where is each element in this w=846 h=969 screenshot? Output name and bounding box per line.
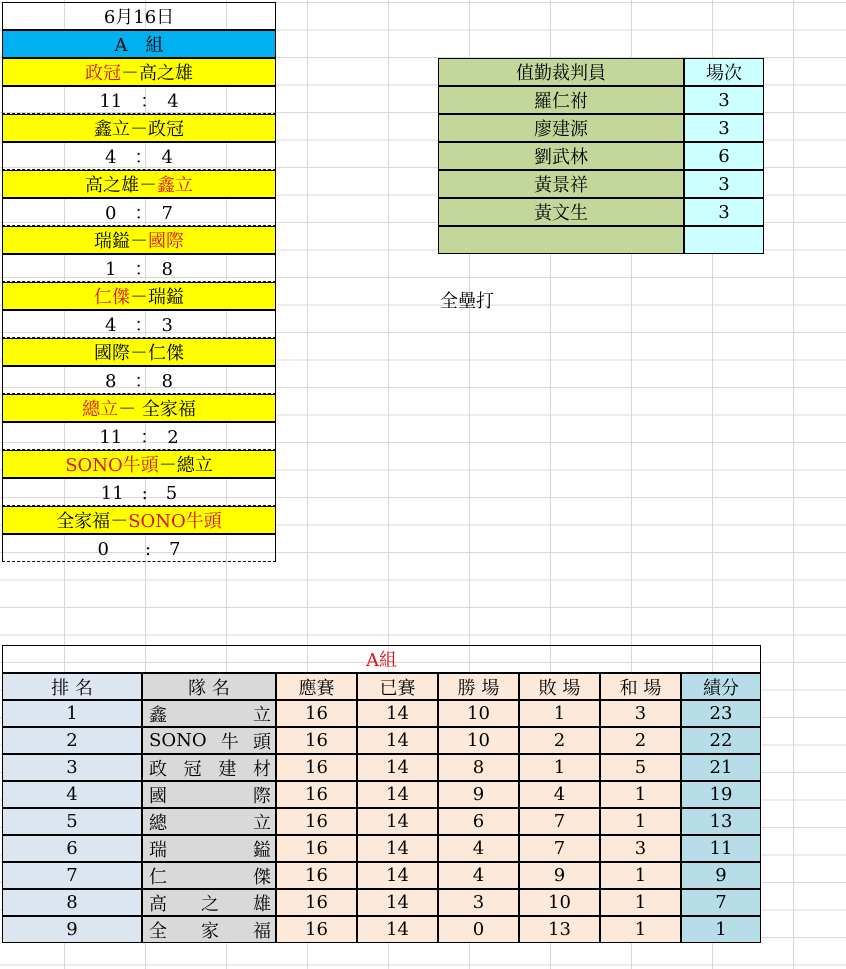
standings-draw-cell[interactable]: 2 — [600, 727, 681, 754]
standings-played-cell[interactable]: 14 — [357, 727, 438, 754]
match-score-cell[interactable] — [2, 86, 276, 114]
date-cell[interactable]: 6月16日 — [2, 2, 276, 30]
standings-due-cell[interactable]: 16 — [276, 808, 357, 835]
standings-points-cell[interactable]: 23 — [681, 700, 761, 727]
standings-points-cell[interactable]: 1 — [681, 916, 761, 943]
standings-win-cell[interactable]: 6 — [438, 808, 519, 835]
standings-due-cell[interactable]: 16 — [276, 916, 357, 943]
standings-header-cell[interactable]: 和 場 — [600, 673, 681, 700]
standings-points-cell[interactable]: 21 — [681, 754, 761, 781]
standings-due-cell[interactable]: 16 — [276, 835, 357, 862]
umpire-name-cell[interactable]: 黃景祥 — [438, 170, 684, 198]
team-name-part: 牛 — [220, 731, 239, 753]
standings-header-cell[interactable]: 已賽 — [357, 673, 438, 700]
team-name-right: 總立 — [176, 455, 213, 476]
match-teams-cell[interactable] — [2, 506, 276, 534]
standings-loss-cell[interactable]: 1 — [519, 754, 600, 781]
match-score: 4 ： 4 — [105, 147, 173, 168]
standings-due-cell[interactable]: 16 — [276, 862, 357, 889]
standings-team-cell[interactable] — [142, 781, 276, 808]
team-name-left: 鑫立 — [94, 119, 130, 140]
team-name-right: SONO牛頭 — [128, 511, 222, 532]
standings-team-cell[interactable] — [142, 835, 276, 862]
team-name-right: 國際 — [148, 231, 184, 252]
umpire-count-cell[interactable]: 3 — [684, 198, 764, 226]
team-name-part: 傑 — [253, 866, 271, 888]
standings-loss-cell[interactable]: 7 — [519, 808, 600, 835]
match-score: 8 ： 8 — [105, 371, 173, 392]
versus-dash: － — [130, 119, 148, 140]
group-header-cell[interactable]: A 組 — [2, 30, 276, 58]
team-name-part: 頭 — [252, 731, 271, 753]
standings-due-cell[interactable]: 16 — [276, 781, 357, 808]
team-name-left: 全家福 — [56, 511, 111, 532]
standings-points-cell[interactable]: 19 — [681, 781, 761, 808]
standings-team-cell[interactable] — [142, 700, 276, 727]
versus-dash: － — [130, 231, 148, 252]
team-name-right: 全家福 — [141, 399, 196, 420]
match-score-cell[interactable] — [2, 142, 276, 170]
umpire-name-cell[interactable]: 廖建源 — [438, 114, 684, 142]
standings-played-cell[interactable]: 14 — [357, 808, 438, 835]
team-name-part: 鑫 — [149, 704, 167, 726]
umpire-count-cell[interactable] — [684, 226, 764, 254]
umpire-count-cell[interactable]: 3 — [684, 170, 764, 198]
standings-played-cell[interactable]: 14 — [357, 916, 438, 943]
umpire-name-cell[interactable]: 劉武林 — [438, 142, 684, 170]
team-name-left: 仁傑 — [94, 287, 130, 308]
match-score: 0 : 7 — [97, 539, 181, 560]
match-teams-cell[interactable] — [2, 114, 276, 142]
team-name-left: 國際 — [94, 343, 130, 364]
standings-win-cell[interactable]: 8 — [438, 754, 519, 781]
team-name-part: 家 — [201, 920, 219, 942]
versus-dash: － — [158, 455, 177, 476]
standings-draw-cell[interactable]: 3 — [600, 835, 681, 862]
standings-played-cell[interactable]: 14 — [357, 862, 438, 889]
standings-win-cell[interactable]: 10 — [438, 727, 519, 754]
standings-win-cell[interactable]: 4 — [438, 862, 519, 889]
versus-dash: － — [139, 175, 157, 196]
standings-team-cell[interactable] — [142, 862, 276, 889]
team-name-part: 立 — [253, 704, 271, 726]
match-score-cell[interactable] — [2, 366, 276, 394]
match-score: 11 : 5 — [100, 483, 178, 504]
match-teams-cell[interactable] — [2, 394, 276, 422]
standings-draw-cell[interactable]: 1 — [600, 862, 681, 889]
standings-loss-cell[interactable]: 2 — [519, 727, 600, 754]
team-name-part: 瑞 — [149, 839, 167, 861]
match-score-cell[interactable] — [2, 198, 276, 226]
standings-played-cell[interactable]: 14 — [357, 700, 438, 727]
team-name-part: 福 — [253, 920, 271, 942]
standings-points-cell[interactable]: 7 — [681, 889, 761, 916]
standings-team-cell[interactable] — [142, 916, 276, 943]
match-score-cell[interactable] — [2, 534, 276, 562]
team-name-right: 政冠 — [148, 119, 184, 140]
match-score: 0 ： 7 — [105, 203, 173, 224]
match-score-cell[interactable] — [2, 422, 276, 450]
umpire-count-cell[interactable]: 6 — [684, 142, 764, 170]
standings-points-cell[interactable]: 9 — [681, 862, 761, 889]
match-score: 11 ： 2 — [99, 427, 179, 448]
standings-due-cell[interactable]: 16 — [276, 889, 357, 916]
standings-win-cell[interactable]: 3 — [438, 889, 519, 916]
standings-draw-cell[interactable]: 1 — [600, 916, 681, 943]
match-score-cell[interactable] — [2, 254, 276, 282]
standings-points-cell[interactable]: 11 — [681, 835, 761, 862]
standings-title[interactable]: A組 — [2, 645, 761, 673]
match-score-cell[interactable] — [2, 478, 276, 506]
team-name-left: 瑞鎰 — [94, 231, 130, 252]
standings-draw-cell[interactable]: 5 — [600, 754, 681, 781]
standings-header-cell[interactable]: 敗 場 — [519, 673, 600, 700]
standings-team-cell[interactable] — [142, 754, 276, 781]
match-teams-cell[interactable] — [2, 58, 276, 86]
match-score: 11 ： 4 — [99, 91, 179, 112]
team-name-part: 雄 — [253, 893, 271, 915]
standings-win-cell[interactable]: 0 — [438, 916, 519, 943]
team-name-left: SONO牛頭 — [65, 455, 159, 476]
standings-draw-cell[interactable]: 1 — [600, 889, 681, 916]
home-run-note[interactable]: 全壘打 — [440, 291, 494, 312]
versus-dash: － — [118, 399, 142, 420]
standings-loss-cell[interactable]: 13 — [519, 916, 600, 943]
match-score: 4 ： 3 — [105, 315, 173, 336]
standings-win-cell[interactable]: 10 — [438, 700, 519, 727]
standings-played-cell[interactable]: 14 — [357, 835, 438, 862]
standings-win-cell[interactable]: 9 — [438, 781, 519, 808]
standings-points-cell[interactable]: 13 — [681, 808, 761, 835]
standings-header-cell[interactable]: 應賽 — [276, 673, 357, 700]
team-name-part: 立 — [253, 812, 271, 834]
standings-rank-cell[interactable]: 7 — [2, 862, 142, 889]
standings-rank-cell[interactable]: 9 — [2, 916, 142, 943]
match-teams-cell[interactable] — [2, 226, 276, 254]
standings-draw-cell[interactable]: 3 — [600, 700, 681, 727]
team-name-part: SONO — [149, 730, 207, 751]
team-name-left: 政冠 — [85, 63, 121, 84]
team-name-part: 材 — [252, 758, 271, 780]
versus-dash: － — [121, 63, 139, 84]
standings-header-cell[interactable]: 隊 名 — [142, 673, 276, 700]
standings-played-cell[interactable]: 14 — [357, 889, 438, 916]
team-name-part: 總 — [149, 812, 167, 834]
standings-loss-cell[interactable]: 7 — [519, 835, 600, 862]
match-teams-cell[interactable] — [2, 338, 276, 366]
standings-win-cell[interactable]: 4 — [438, 835, 519, 862]
standings-due-cell[interactable]: 16 — [276, 754, 357, 781]
standings-loss-cell[interactable]: 10 — [519, 889, 600, 916]
standings-draw-cell[interactable]: 1 — [600, 808, 681, 835]
standings-loss-cell[interactable]: 4 — [519, 781, 600, 808]
standings-rank-cell[interactable]: 4 — [2, 781, 142, 808]
standings-points-cell[interactable]: 22 — [681, 727, 761, 754]
standings-rank-cell[interactable]: 1 — [2, 700, 142, 727]
team-name-part: 政 — [149, 758, 167, 780]
team-name-left: 總立 — [82, 399, 119, 420]
team-name-part: 高 — [149, 893, 167, 915]
match-teams-cell[interactable] — [2, 170, 276, 198]
umpire-header-name[interactable]: 值勤裁判員 — [438, 58, 684, 86]
standings-header-cell[interactable]: 排 名 — [2, 673, 142, 700]
standings-due-cell[interactable]: 16 — [276, 727, 357, 754]
team-name-right: 鑫立 — [157, 175, 193, 196]
standings-team-cell[interactable] — [142, 727, 276, 754]
standings-played-cell[interactable]: 14 — [357, 781, 438, 808]
team-name-left: 高之雄 — [85, 175, 139, 196]
umpire-name-cell[interactable] — [438, 226, 684, 254]
versus-dash: － — [130, 287, 148, 308]
versus-dash: － — [130, 343, 148, 364]
umpire-name-cell[interactable]: 黃文生 — [438, 198, 684, 226]
standings-draw-cell[interactable]: 1 — [600, 781, 681, 808]
team-name-part: 建 — [218, 758, 237, 780]
standings-header-cell[interactable]: 勝 場 — [438, 673, 519, 700]
standings-header-cell[interactable]: 績分 — [681, 673, 761, 700]
team-name-part: 之 — [201, 893, 219, 915]
umpire-name-cell[interactable]: 羅仁祔 — [438, 86, 684, 114]
match-score: 1 ： 8 — [105, 259, 173, 280]
standings-rank-cell[interactable]: 2 — [2, 727, 142, 754]
versus-dash: － — [110, 511, 129, 532]
team-name-right: 瑞鎰 — [148, 287, 184, 308]
umpire-header-count[interactable]: 場次 — [684, 58, 764, 86]
team-name-part: 際 — [253, 785, 271, 807]
standings-team-cell[interactable] — [142, 889, 276, 916]
team-name-part: 鎰 — [253, 839, 271, 861]
standings-team-cell[interactable] — [142, 808, 276, 835]
standings-rank-cell[interactable]: 6 — [2, 835, 142, 862]
team-name-right: 高之雄 — [139, 63, 193, 84]
match-teams-cell[interactable] — [2, 450, 276, 478]
standings-rank-cell[interactable]: 3 — [2, 754, 142, 781]
standings-rank-cell[interactable]: 8 — [2, 889, 142, 916]
umpire-count-cell[interactable]: 3 — [684, 86, 764, 114]
standings-loss-cell[interactable]: 1 — [519, 700, 600, 727]
team-name-part: 全 — [149, 920, 167, 942]
match-score-cell[interactable] — [2, 310, 276, 338]
standings-played-cell[interactable]: 14 — [357, 754, 438, 781]
team-name-right: 仁傑 — [148, 343, 184, 364]
team-name-part: 國 — [149, 785, 167, 807]
standings-rank-cell[interactable]: 5 — [2, 808, 142, 835]
standings-loss-cell[interactable]: 9 — [519, 862, 600, 889]
standings-due-cell[interactable]: 16 — [276, 700, 357, 727]
umpire-count-cell[interactable]: 3 — [684, 114, 764, 142]
team-name-part: 冠 — [183, 758, 202, 780]
team-name-part: 仁 — [149, 866, 167, 888]
match-teams-cell[interactable] — [2, 282, 276, 310]
